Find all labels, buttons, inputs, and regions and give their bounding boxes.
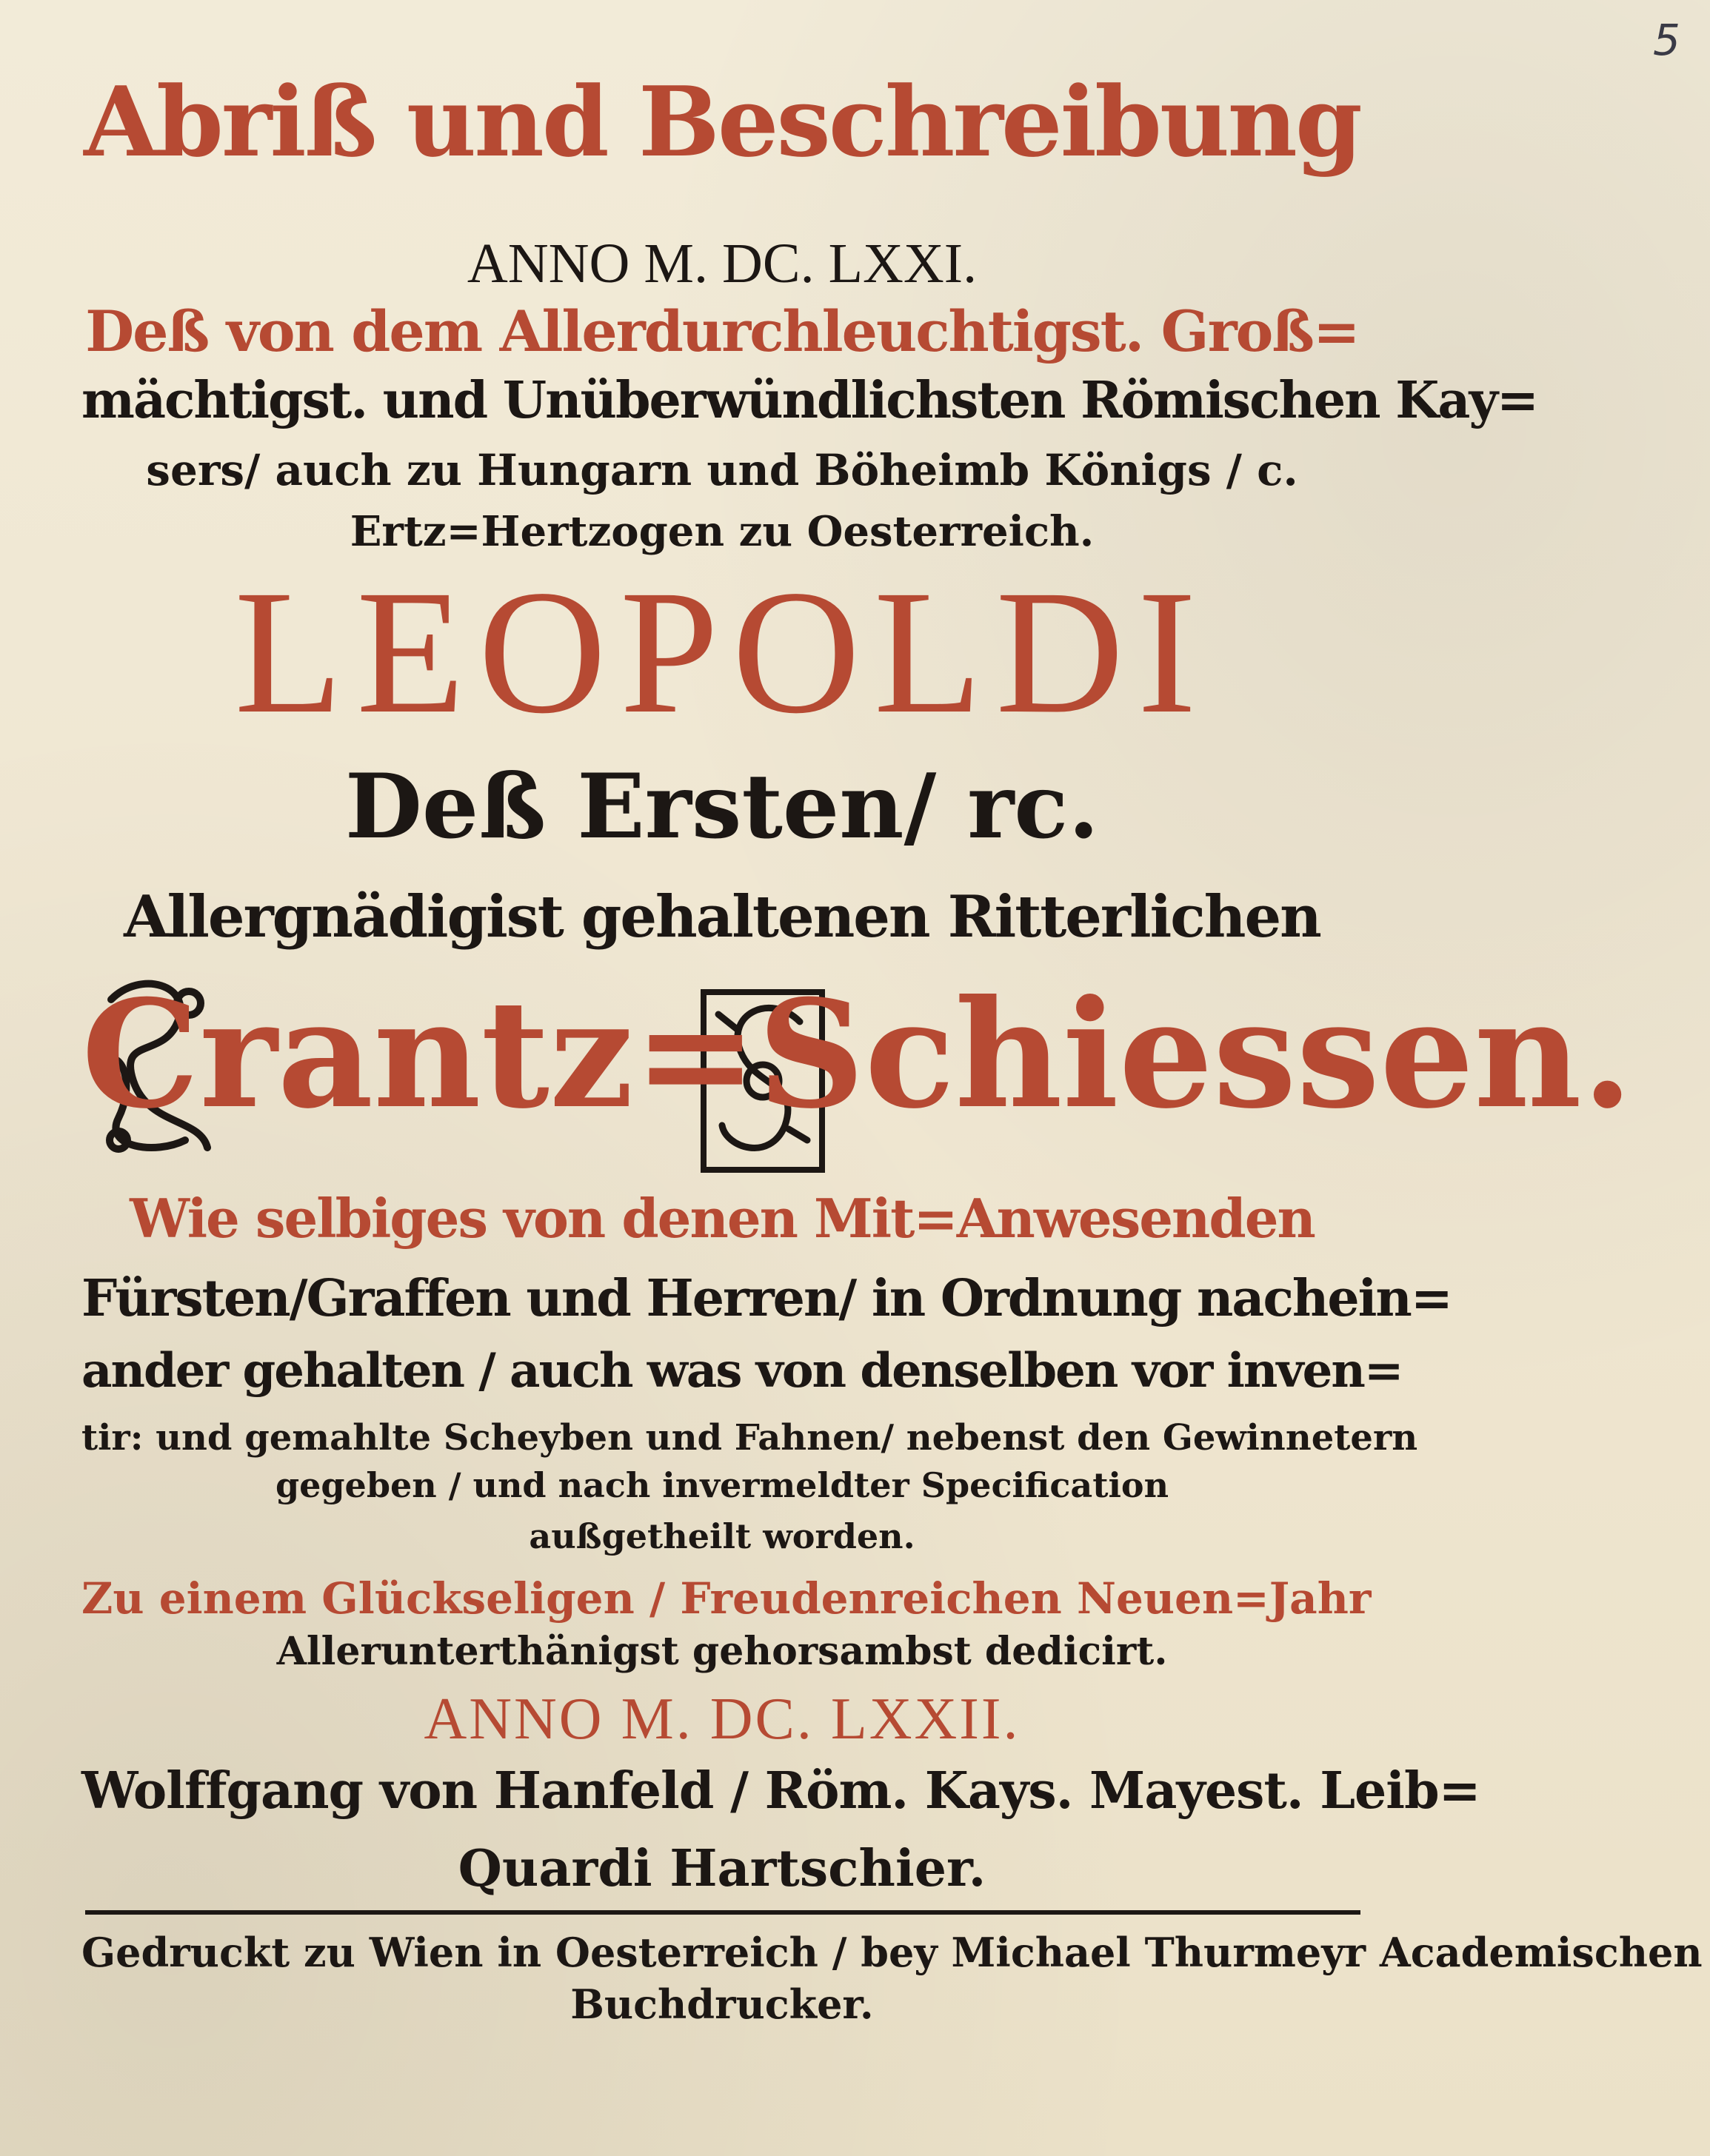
imprint-line-22: Gedruckt zu Wien in Oesterreich / bey Michael Thurmeyr Academischen <box>81 1929 1703 1976</box>
title-name-leopoldi: LEOPOLDI <box>234 553 1210 750</box>
title-line-1: Abriß und Beschreibung <box>84 65 1360 178</box>
title-line-10: Crantz=Schiessen. <box>81 968 1634 1142</box>
body-line-12: Fürsten/Graffen und Herren/ in Ordnung nachein= <box>81 1269 1452 1328</box>
imprint-line-23: Buchdrucker. <box>570 1981 874 2028</box>
imprint-divider <box>85 1910 1360 1915</box>
dedication-line-18: Allerunterthänigst gehorsambst dedicirt. <box>276 1629 1168 1674</box>
title-line-5: sers/ auch zu Hungarn und Böheimb Königs / c. <box>146 445 1298 495</box>
author-line-21: Quardi Hartschier. <box>458 1839 986 1898</box>
body-line-16: außgetheilt worden. <box>529 1516 915 1556</box>
title-year-1671: ANNO M. DC. LXXI. <box>467 232 978 295</box>
title-line-9: Allergnädigist gehaltenen Ritterlichen <box>124 883 1320 951</box>
title-line-4: mächtigst. und Unüberwündlichsten Römischen Kay= <box>81 371 1537 430</box>
title-line-3: Deß von dem Allerdurchleuchtigst. Groß= <box>85 298 1359 364</box>
body-line-15: gegeben / und nach invermeldter Specification <box>275 1465 1169 1505</box>
folio-number: 5 <box>1653 15 1680 65</box>
body-line-13: ander gehalten / auch was von denselben vor inven= <box>81 1343 1403 1399</box>
body-line-11: Wie selbiges von denen Mit=Anwesenden <box>130 1187 1315 1250</box>
dedication-line-17: Zu einem Glückseligen / Freudenreichen Neuen=Jahr <box>81 1573 1372 1624</box>
author-line-20: Wolffgang von Hanfeld / Röm. Kays. Mayest. Leib= <box>81 1761 1480 1821</box>
title-line-8: Deß Ersten/ rc. <box>344 754 1100 859</box>
title-line-6: Ertz=Hertzogen zu Oesterreich. <box>350 507 1095 556</box>
dedication-year-1672: ANNO M. DC. LXXII. <box>424 1687 1021 1752</box>
body-line-14: tir: und gemahlte Scheyben und Fahnen/ nebenst den Gewinnetern <box>81 1417 1418 1459</box>
